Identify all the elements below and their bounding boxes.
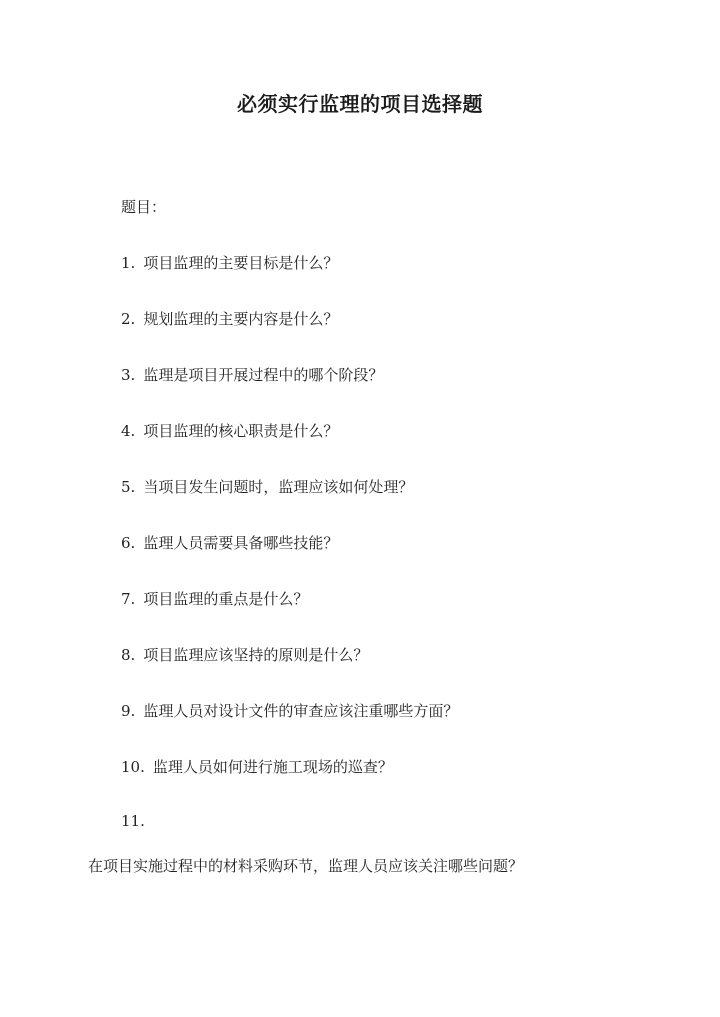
page-title: 必须实行监理的项目选择题 bbox=[237, 92, 483, 116]
question-number: 2. bbox=[121, 310, 136, 328]
question-number: 8. bbox=[121, 646, 136, 664]
question-text: 当项目发生问题时，监理应该如何处理？ bbox=[143, 478, 414, 496]
question-item bbox=[121, 252, 338, 273]
question-item bbox=[121, 420, 338, 441]
question-text: 项目监理的核心职责是什么？ bbox=[143, 422, 339, 440]
question-number: 9. bbox=[121, 702, 136, 720]
question-number: 5. bbox=[121, 478, 136, 496]
question-item bbox=[121, 476, 413, 497]
question-text: 监理是项目开展过程中的哪个阶段？ bbox=[143, 366, 384, 384]
section-label: 题目： bbox=[121, 198, 167, 216]
question-item bbox=[121, 812, 153, 830]
question-text: 规划监理的主要内容是什么？ bbox=[143, 310, 339, 328]
question-number: 4. bbox=[121, 422, 136, 440]
question-text: 监理人员如何进行施工现场的巡查？ bbox=[152, 758, 393, 776]
question-item bbox=[121, 644, 368, 665]
question-item bbox=[121, 364, 383, 385]
question-item bbox=[121, 700, 458, 721]
question-number: 11. bbox=[121, 812, 145, 830]
question-number: 6. bbox=[121, 534, 136, 552]
question-continuation: 在项目实施过程中的材料采购环节，监理人员应该关注哪些问题？ bbox=[88, 857, 524, 875]
question-text: 项目监理的主要目标是什么？ bbox=[143, 254, 339, 272]
question-item bbox=[121, 532, 338, 553]
question-number: 10. bbox=[121, 758, 145, 776]
question-item bbox=[121, 588, 308, 609]
question-item bbox=[121, 308, 338, 329]
question-text: 监理人员需要具备哪些技能？ bbox=[143, 534, 339, 552]
question-number: 3. bbox=[121, 366, 136, 384]
question-text: 项目监理的重点是什么？ bbox=[143, 590, 309, 608]
question-number: 7. bbox=[121, 590, 136, 608]
question-number: 1. bbox=[121, 254, 136, 272]
question-text: 监理人员对设计文件的审查应该注重哪些方面？ bbox=[143, 702, 459, 720]
question-item bbox=[121, 756, 393, 777]
question-text: 项目监理应该坚持的原则是什么？ bbox=[143, 646, 369, 664]
